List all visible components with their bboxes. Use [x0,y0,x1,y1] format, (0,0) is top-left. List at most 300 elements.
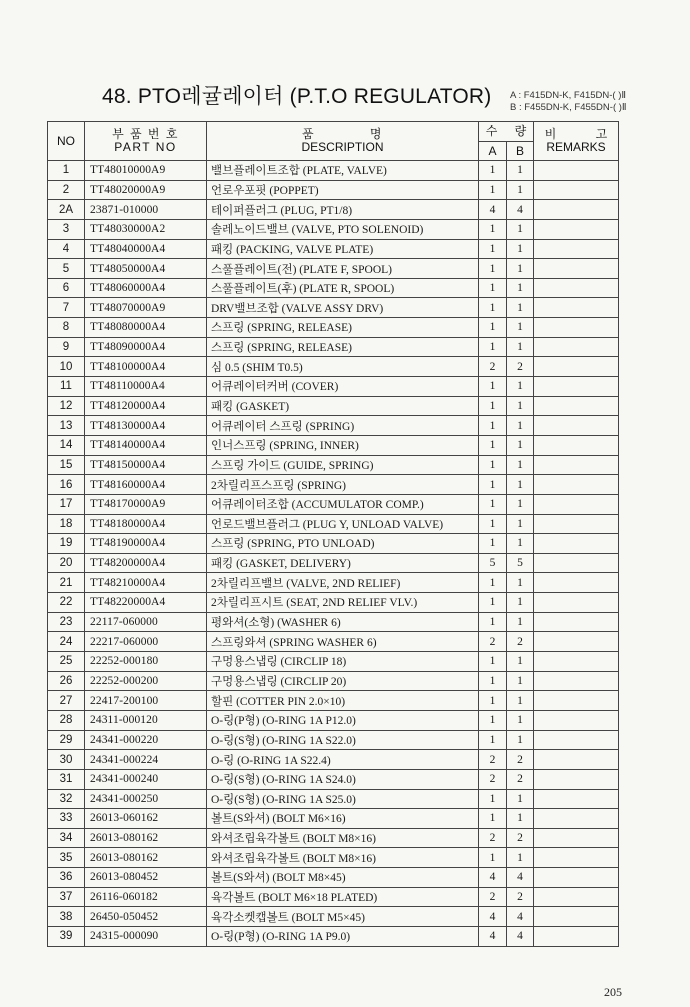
row-no: 28 [48,710,85,730]
row-description: O-링(S형) (O-RING 1A S24.0) [207,769,479,789]
row-qty-a: 2 [479,357,507,377]
row-no: 21 [48,573,85,593]
row-remarks [534,828,619,848]
row-no: 30 [48,750,85,770]
row-description: O-링(S형) (O-RING 1A S25.0) [207,789,479,809]
row-remarks [534,278,619,298]
row-no: 37 [48,887,85,907]
row-qty-a: 5 [479,553,507,573]
row-remarks [534,239,619,259]
row-remarks [534,652,619,672]
col-header-desc-en: DESCRIPTION [301,140,384,154]
row-no: 20 [48,553,85,573]
table-row [48,396,619,416]
row-description: 패킹 (GASKET, DELIVERY) [207,553,479,573]
row-part-number: 22117-060000 [85,612,207,632]
row-qty-b: 1 [507,396,534,416]
row-remarks [534,455,619,475]
row-no: 15 [48,455,85,475]
page-title: 48. PTO레귤레이터 (P.T.O REGULATOR) [102,85,492,108]
row-qty-a: 1 [479,671,507,691]
table-row [48,494,619,514]
row-description: 인너스프링 (SPRING, INNER) [207,435,479,455]
table-row [48,612,619,632]
row-qty-b: 2 [507,750,534,770]
row-qty-b: 1 [507,593,534,613]
row-part-number: TT48010000A9 [85,161,207,181]
model-legend-b: B : F455DN-K, F455DN-( )Ⅱ [510,102,627,113]
row-part-number: TT48140000A4 [85,435,207,455]
table-row [48,239,619,259]
table-row [48,475,619,495]
row-qty-a: 1 [479,435,507,455]
model-legend [510,90,627,114]
row-remarks [534,809,619,829]
table-row [48,278,619,298]
table-header [48,122,619,161]
col-header-description [207,122,479,161]
col-header-qty-a: A [479,142,507,161]
table-row [48,455,619,475]
row-qty-b: 1 [507,219,534,239]
row-qty-a: 4 [479,926,507,946]
row-description: 육각볼트 (BOLT M6×18 PLATED) [207,887,479,907]
table-row [48,907,619,927]
table-row [48,671,619,691]
row-description: 스프링 (SPRING, RELEASE) [207,318,479,338]
row-qty-a: 1 [479,161,507,181]
row-remarks [534,396,619,416]
row-part-number: 22417-200100 [85,691,207,711]
row-remarks [534,671,619,691]
row-qty-b: 1 [507,416,534,436]
col-header-part [85,122,207,161]
row-part-number: 26013-080162 [85,848,207,868]
row-remarks [534,180,619,200]
row-description: 구멍용스냅링 (CIRCLIP 18) [207,652,479,672]
table-row [48,219,619,239]
row-description: 육각소켓캡볼트 (BOLT M5×45) [207,907,479,927]
row-description: 할핀 (COTTER PIN 2.0×10) [207,691,479,711]
row-part-number: TT48220000A4 [85,593,207,613]
row-part-number: 26116-060182 [85,887,207,907]
row-remarks [534,161,619,181]
row-no: 38 [48,907,85,927]
row-part-number: 23871-010000 [85,200,207,220]
row-no: 2A [48,200,85,220]
row-part-number: TT48030000A2 [85,219,207,239]
table-row [48,573,619,593]
row-part-number: 24315-000090 [85,926,207,946]
row-qty-b: 1 [507,789,534,809]
table-row [48,593,619,613]
row-remarks [534,926,619,946]
row-qty-b: 1 [507,377,534,397]
row-part-number: TT48120000A4 [85,396,207,416]
row-qty-a: 1 [479,239,507,259]
table-row [48,809,619,829]
row-qty-b: 1 [507,514,534,534]
table-row [48,769,619,789]
row-part-number: 22252-000200 [85,671,207,691]
row-qty-b: 2 [507,632,534,652]
table-row [48,298,619,318]
parts-table [47,121,619,947]
row-qty-b: 1 [507,278,534,298]
row-qty-b: 1 [507,180,534,200]
row-description: 구멍용스냅링 (CIRCLIP 20) [207,671,479,691]
row-qty-b: 1 [507,573,534,593]
row-no: 26 [48,671,85,691]
table-row [48,534,619,554]
table-row [48,789,619,809]
row-qty-a: 1 [479,494,507,514]
row-part-number: 22217-060000 [85,632,207,652]
col-header-no: NO [48,122,85,161]
row-qty-a: 1 [479,396,507,416]
table-row [48,691,619,711]
row-qty-a: 1 [479,730,507,750]
row-description: O-링(S형) (O-RING 1A S22.0) [207,730,479,750]
row-part-number: TT48200000A4 [85,553,207,573]
row-part-number: 22252-000180 [85,652,207,672]
row-qty-a: 1 [479,455,507,475]
row-remarks [534,219,619,239]
model-legend-a: A : F415DN-K, F415DN-( )Ⅱ [510,90,627,101]
row-description: 어큐레이터 스프링 (SPRING) [207,416,479,436]
row-remarks [534,573,619,593]
row-part-number: TT48100000A4 [85,357,207,377]
row-remarks [534,593,619,613]
table-row [48,553,619,573]
row-qty-b: 1 [507,161,534,181]
row-no: 39 [48,926,85,946]
table-row [48,161,619,181]
row-qty-a: 1 [479,337,507,357]
row-qty-a: 1 [479,377,507,397]
row-no: 27 [48,691,85,711]
row-no: 19 [48,534,85,554]
row-description: 와셔조립육각볼트 (BOLT M8×16) [207,848,479,868]
row-qty-a: 4 [479,907,507,927]
row-qty-a: 2 [479,769,507,789]
table-row [48,514,619,534]
row-part-number: 26013-060162 [85,809,207,829]
row-remarks [534,200,619,220]
row-no: 22 [48,593,85,613]
row-remarks [534,435,619,455]
row-part-number: TT48210000A4 [85,573,207,593]
row-qty-b: 1 [507,259,534,279]
table-row [48,887,619,907]
table-row [48,357,619,377]
row-no: 7 [48,298,85,318]
row-part-number: 24341-000250 [85,789,207,809]
row-part-number: 26013-080162 [85,828,207,848]
row-description: O-링(P형) (O-RING 1A P12.0) [207,710,479,730]
col-header-remarks [534,122,619,161]
row-part-number: 26013-080452 [85,868,207,888]
row-description: DRV밸브조합 (VALVE ASSY DRV) [207,298,479,318]
table-row [48,652,619,672]
row-qty-b: 1 [507,475,534,495]
row-no: 13 [48,416,85,436]
table-row [48,926,619,946]
row-remarks [534,632,619,652]
row-part-number: TT48110000A4 [85,377,207,397]
row-remarks [534,887,619,907]
row-qty-b: 2 [507,828,534,848]
row-qty-b: 1 [507,455,534,475]
row-qty-a: 4 [479,200,507,220]
row-remarks [534,848,619,868]
row-no: 8 [48,318,85,338]
row-qty-a: 1 [479,848,507,868]
row-description: 스프링 가이드 (GUIDE, SPRING) [207,455,479,475]
row-no: 2 [48,180,85,200]
row-qty-a: 1 [479,809,507,829]
row-no: 33 [48,809,85,829]
row-no: 9 [48,337,85,357]
row-remarks [534,377,619,397]
col-header-part-en: PART NO [114,140,177,154]
col-header-desc-ko: 품 명 [301,127,384,141]
row-part-number: TT48090000A4 [85,337,207,357]
row-description: 볼트(S와셔) (BOLT M8×45) [207,868,479,888]
row-qty-a: 1 [479,298,507,318]
row-part-number: TT48080000A4 [85,318,207,338]
row-no: 11 [48,377,85,397]
row-description: 평와셔(소형) (WASHER 6) [207,612,479,632]
row-description: 테이퍼플러그 (PLUG, PT1/8) [207,200,479,220]
col-header-part-ko: 부 품 번 호 [112,127,179,141]
row-no: 23 [48,612,85,632]
row-remarks [534,259,619,279]
table-row [48,632,619,652]
col-header-remarks-en: REMARKS [546,140,606,154]
row-description: 언로우포핏 (POPPET) [207,180,479,200]
row-qty-a: 1 [479,534,507,554]
row-description: 볼트(S와셔) (BOLT M6×16) [207,809,479,829]
row-qty-b: 1 [507,612,534,632]
table-row [48,337,619,357]
table-row [48,435,619,455]
row-qty-b: 1 [507,671,534,691]
table-row [48,868,619,888]
row-description: 2차릴리프시트 (SEAT, 2ND RELIEF VLV.) [207,593,479,613]
row-part-number: 24341-000224 [85,750,207,770]
row-remarks [534,730,619,750]
table-row [48,200,619,220]
row-description: 어큐레이터조합 (ACCUMULATOR COMP.) [207,494,479,514]
row-qty-b: 4 [507,200,534,220]
row-part-number: TT48170000A9 [85,494,207,514]
row-remarks [534,494,619,514]
row-description: 패킹 (GASKET) [207,396,479,416]
row-no: 1 [48,161,85,181]
row-description: 밸브플레이트조합 (PLATE, VALVE) [207,161,479,181]
row-no: 18 [48,514,85,534]
row-qty-a: 1 [479,278,507,298]
row-no: 24 [48,632,85,652]
table-row [48,828,619,848]
row-part-number: 26450-050452 [85,907,207,927]
row-description: 스프링와셔 (SPRING WASHER 6) [207,632,479,652]
row-qty-b: 4 [507,907,534,927]
col-header-remarks-ko: 비 고 [544,127,608,141]
row-no: 29 [48,730,85,750]
row-description: 스프링 (SPRING, RELEASE) [207,337,479,357]
row-part-number: TT48050000A4 [85,259,207,279]
row-part-number: 24341-000220 [85,730,207,750]
row-qty-b: 2 [507,357,534,377]
row-qty-a: 1 [479,573,507,593]
row-remarks [534,514,619,534]
row-description: 언로드밸브플러그 (PLUG Y, UNLOAD VALVE) [207,514,479,534]
table-row [48,848,619,868]
row-remarks [534,710,619,730]
row-description: 어큐레이터커버 (COVER) [207,377,479,397]
row-no: 12 [48,396,85,416]
row-qty-a: 2 [479,828,507,848]
row-qty-a: 1 [479,416,507,436]
row-qty-b: 1 [507,848,534,868]
row-part-number: TT48040000A4 [85,239,207,259]
row-qty-a: 1 [479,180,507,200]
row-part-number: TT48180000A4 [85,514,207,534]
row-qty-a: 2 [479,750,507,770]
row-part-number: TT48150000A4 [85,455,207,475]
row-qty-b: 1 [507,435,534,455]
row-qty-b: 1 [507,239,534,259]
row-remarks [534,553,619,573]
row-no: 31 [48,769,85,789]
row-no: 17 [48,494,85,514]
row-qty-a: 1 [479,514,507,534]
row-remarks [534,789,619,809]
row-remarks [534,534,619,554]
row-remarks [534,475,619,495]
row-qty-b: 2 [507,769,534,789]
row-qty-a: 1 [479,219,507,239]
row-no: 35 [48,848,85,868]
row-qty-a: 1 [479,691,507,711]
row-no: 4 [48,239,85,259]
col-header-quantity: 수 량 [479,122,534,142]
row-no: 10 [48,357,85,377]
row-description: 심 0.5 (SHIM T0.5) [207,357,479,377]
row-qty-b: 2 [507,887,534,907]
row-part-number: 24341-000240 [85,769,207,789]
row-qty-b: 1 [507,534,534,554]
table-row [48,377,619,397]
table-row [48,750,619,770]
row-remarks [534,298,619,318]
row-remarks [534,357,619,377]
row-qty-a: 1 [479,318,507,338]
table-row [48,416,619,436]
row-no: 32 [48,789,85,809]
table-row [48,180,619,200]
row-qty-a: 1 [479,259,507,279]
table-row [48,730,619,750]
row-qty-a: 1 [479,652,507,672]
row-qty-b: 1 [507,691,534,711]
row-description: 2차릴리프스프링 (SPRING) [207,475,479,495]
col-header-qty-b: B [507,142,534,161]
row-part-number: TT48020000A9 [85,180,207,200]
row-qty-a: 1 [479,475,507,495]
row-no: 3 [48,219,85,239]
row-description: 패킹 (PACKING, VALVE PLATE) [207,239,479,259]
row-qty-a: 2 [479,632,507,652]
row-qty-a: 2 [479,887,507,907]
row-qty-a: 1 [479,612,507,632]
row-qty-a: 4 [479,868,507,888]
row-qty-b: 1 [507,298,534,318]
row-no: 14 [48,435,85,455]
row-qty-b: 4 [507,926,534,946]
row-description: O-링(P형) (O-RING 1A P9.0) [207,926,479,946]
row-qty-a: 1 [479,710,507,730]
row-description: O-링 (O-RING 1A S22.4) [207,750,479,770]
row-part-number: TT48070000A9 [85,298,207,318]
row-qty-b: 1 [507,337,534,357]
row-qty-a: 1 [479,593,507,613]
row-no: 36 [48,868,85,888]
row-remarks [534,868,619,888]
row-part-number: 24311-000120 [85,710,207,730]
row-remarks [534,907,619,927]
page-number: 205 [604,985,622,999]
row-description: 스풀플레이트(전) (PLATE F, SPOOL) [207,259,479,279]
row-part-number: TT48160000A4 [85,475,207,495]
row-qty-b: 5 [507,553,534,573]
row-remarks [534,612,619,632]
row-no: 34 [48,828,85,848]
row-part-number: TT48190000A4 [85,534,207,554]
row-part-number: TT48130000A4 [85,416,207,436]
row-remarks [534,691,619,711]
row-remarks [534,750,619,770]
row-qty-a: 1 [479,789,507,809]
row-no: 6 [48,278,85,298]
row-no: 16 [48,475,85,495]
row-description: 2차릴리프밸브 (VALVE, 2ND RELIEF) [207,573,479,593]
row-remarks [534,318,619,338]
row-remarks [534,769,619,789]
row-description: 스풀플레이트(후) (PLATE R, SPOOL) [207,278,479,298]
row-description: 솔레노이드밸브 (VALVE, PTO SOLENOID) [207,219,479,239]
table-body [48,161,619,947]
row-remarks [534,416,619,436]
row-qty-b: 4 [507,868,534,888]
row-qty-b: 1 [507,809,534,829]
row-no: 25 [48,652,85,672]
row-qty-b: 1 [507,730,534,750]
row-qty-b: 1 [507,710,534,730]
table-row [48,259,619,279]
row-qty-b: 1 [507,652,534,672]
table-row [48,710,619,730]
row-part-number: TT48060000A4 [85,278,207,298]
row-qty-b: 1 [507,494,534,514]
row-remarks [534,337,619,357]
row-description: 와셔조립육각볼트 (BOLT M8×16) [207,828,479,848]
table-row [48,318,619,338]
row-description: 스프링 (SPRING, PTO UNLOAD) [207,534,479,554]
row-qty-b: 1 [507,318,534,338]
